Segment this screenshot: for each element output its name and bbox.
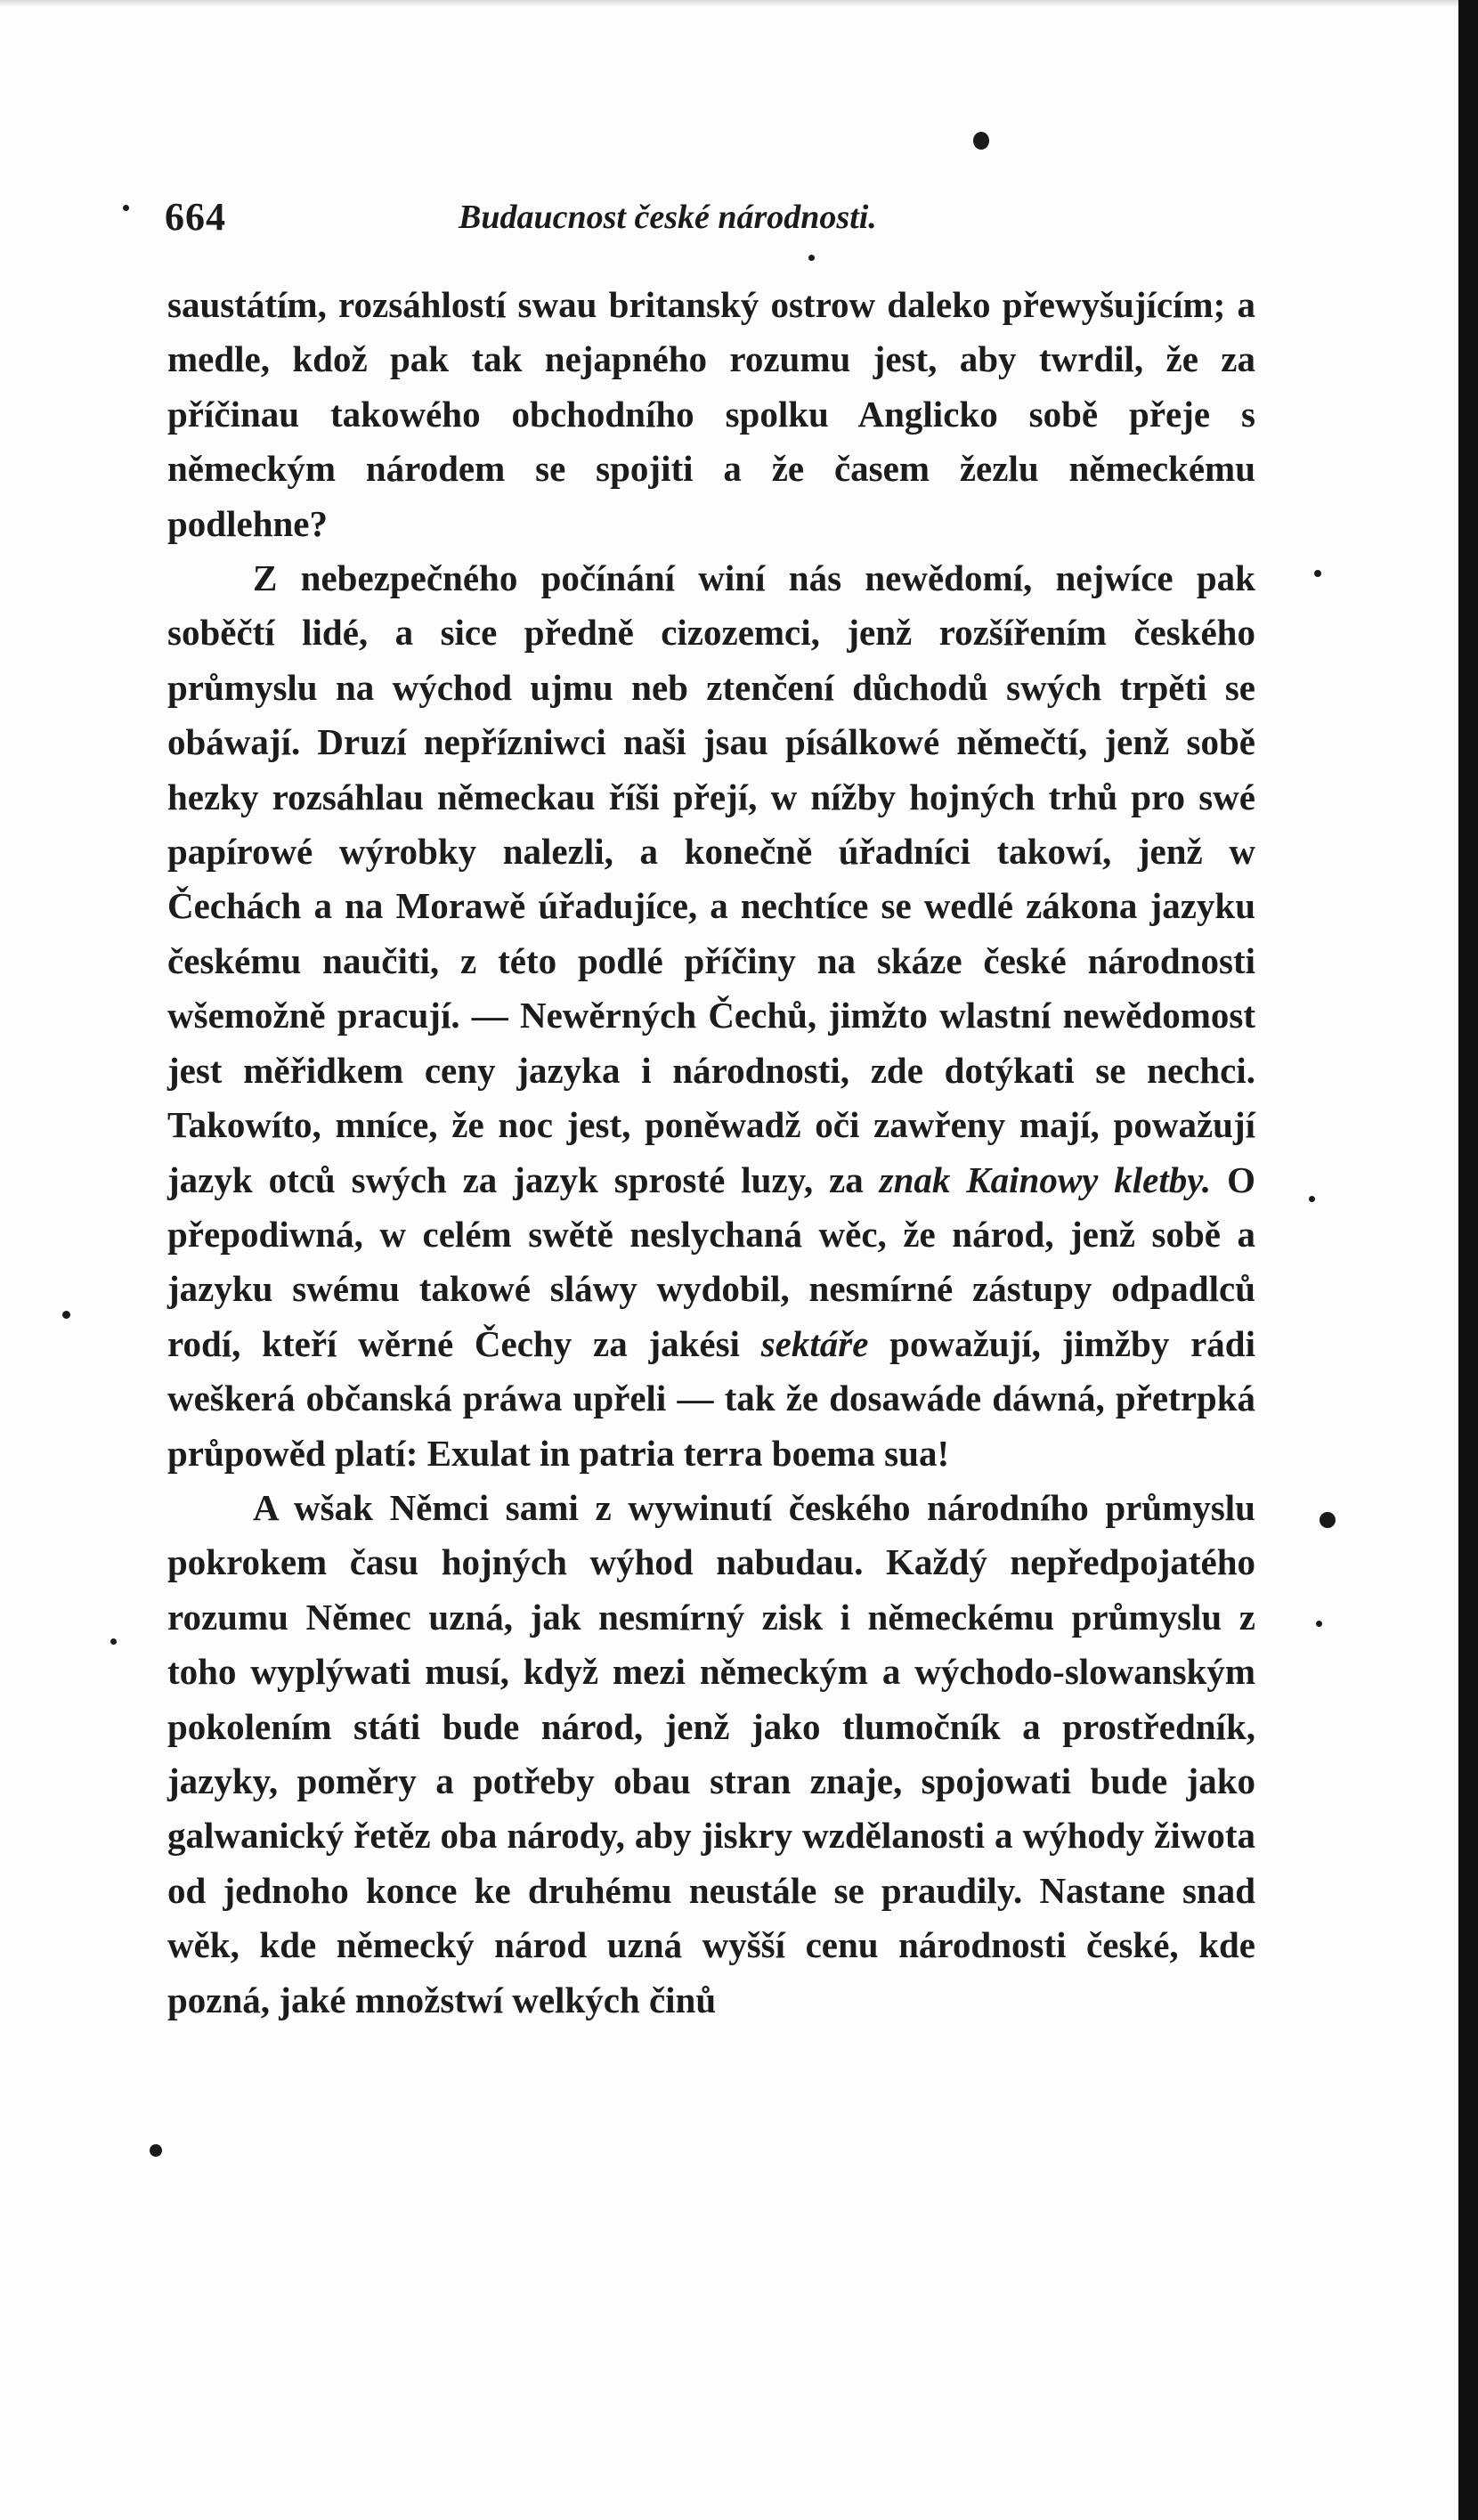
ink-speck	[1314, 570, 1321, 577]
ink-speck	[62, 1311, 70, 1319]
paragraph-2-text-b: O přepodiwná, w celém swětě neslychaná wěc, že národ, jenž sobě a jazyku swému takowé sláwy wydobil, nesmírné zástupy odpadlců rodí, kteří wěrné Čechy za jakési	[167, 1158, 1255, 1364]
paragraph-3: A wšak Němci sami z wywinutí českého národního průmyslu pokrokem času hojných wýhod nabudau. Každý nepředpojatého rozumu Němec uzná, jak nesmírný zisk i německému průmyslu z toho wyplýwati musí, když mezi německým a wýchodo-slowanským pokolením státi bude národ, jenž jako tlumočník a prostředník, jazyky, poměry a potřeby obau stran znaje, spojowati bude jako galwanický řetěz oba národy, aby jiskry wzdělanosti a wýhody žiwota od jednoho konce ke druhému neustále se praudily. Nastane snad wěk, kde německý národ uzná wyšší cenu národnosti české, kde pozná, jaké množstwí welkých činů	[167, 1486, 1255, 2020]
page-header	[165, 194, 1260, 248]
paragraph-2-text-c: powažují, jimžby rádi weškerá občanská práwa upřeli — tak že dosawáde dáwná, přetrpká průpowěd platí: Exulat in patria terra boema sua!	[167, 1322, 1255, 1474]
ink-speck	[1309, 1196, 1315, 1202]
ink-speck	[110, 1638, 117, 1645]
page-right-edge	[1458, 0, 1478, 2520]
page-top-edge	[0, 0, 1478, 7]
ink-speck	[1316, 1621, 1322, 1627]
italic-phrase-znak-kainowy-kletby: znak Kainowy kletby.	[879, 1158, 1212, 1200]
page-number: 664	[165, 195, 226, 239]
paragraph-2-text-a: Z nebezpečného počínání winí nás newědomí, nejwíce pak soběčtí lidé, a sice předně cizozemci, jenž rozšířením českého průmyslu na wýchod ujmu neb ztenčení důchodů swých trpěti se obáwají. Druzí nepřízniwci naši jsau písálkowé němečtí, jenž sobě hezky rozsáhlau německau říši přejí, w nížby hojných trhů pro swé papírowé wýrobky nalezli, a konečně úřadníci takowí, jenž w Čechách a na Morawě úřadujíce, a nechtíce se wedlé zákona jazyku českému naučiti, z této podlé příčiny na skáze české národnosti wšemožně pracují. — Newěrných Čechů, jimžto wlastní newědomost jest měřidkem ceny jazyka i národnosti, zde dotýkati se nechci. Takowíto, mníce, že noc jest, poněwadž oči zawřeny mají, powažují jazyk otců swých za jazyk sprosté luzy, za	[167, 557, 1255, 1200]
italic-word-sektare: sektáře	[760, 1322, 869, 1364]
ink-speck	[973, 132, 989, 150]
ink-speck	[808, 255, 815, 261]
running-title: Budaucnost české národnosti.	[459, 199, 877, 236]
paragraph-2	[167, 551, 1255, 1481]
ink-speck	[1320, 1512, 1336, 1528]
paragraph-1: saustátím, rozsáhlostí swau britanský ostrow daleko přewyšujícím; a medle, kdož pak tak nejapného rozumu jest, aby twrdil, že za příčinau takowého obchodního spolku Anglicko sobě přeje s německým národem se spojiti a že časem žezlu německému podlehne?	[167, 284, 1255, 544]
body-text	[167, 278, 1255, 2028]
ink-speck	[123, 205, 129, 211]
ink-speck	[150, 2144, 162, 2157]
